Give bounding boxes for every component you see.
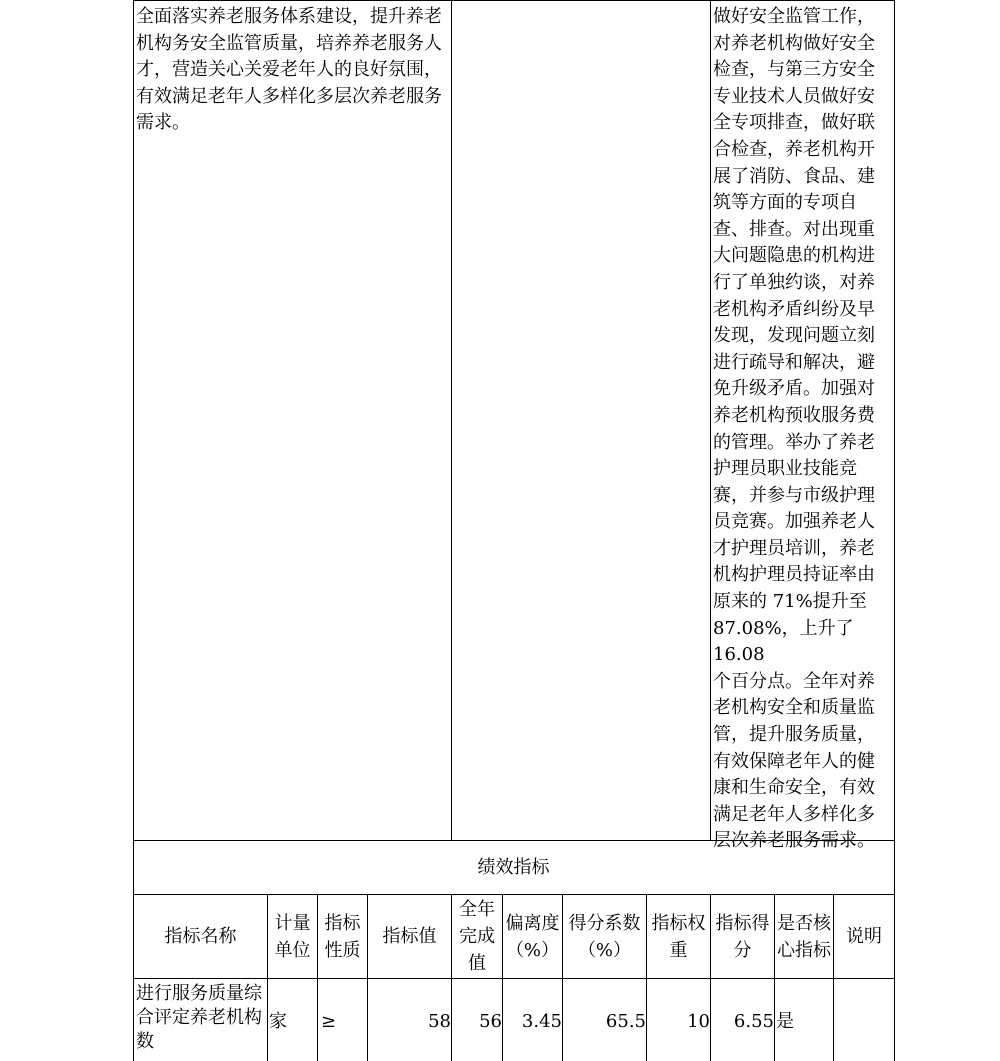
header-score: 指标得 分 (715, 912, 770, 961)
header-note: 说明 (846, 926, 882, 947)
cell-unit: 家 (269, 1011, 287, 1032)
header-value: 指标值 (382, 926, 437, 947)
cell-core: 是 (776, 1011, 794, 1032)
section-title: 绩效指标 (477, 857, 550, 878)
goal-description: 全面落实养老服务体系建设，提升养老 机构务安全监管质量，培养养老服务人 才，营造关心关爱老年人的良好氛围， 有效满足老年人多样化多层次养老服务 需求。 (136, 6, 442, 134)
top-divider-2 (710, 0, 711, 840)
top-divider-1 (451, 0, 452, 840)
cell-coefficient: 65.5 (605, 1011, 646, 1032)
header-nature: 指标 性质 (324, 912, 361, 961)
performance-table (133, 0, 895, 1061)
header-actual: 全年 完成 值 (459, 899, 495, 974)
header-weight: 指标权 重 (651, 912, 706, 961)
cell-actual: 56 (479, 1011, 502, 1032)
completion-description: 做好安全监管工作， 对养老机构做好安全 检查，与第三方安全 专业技术人员做好安 全专项排查，做好联 合检查，养老机构开 展了消防、食品、建 筑等方面的专项自 查、排查。对出现重 大问题隐患的机构进 行了单独约谈，对养 老机构矛盾纠纷及早 发现，发现问题立刻 进行疏导和解决，避 免升级矛盾。加强对 养老机构预收服务费 的管理。举办了养老 护理员职业技能竞 赛，并参与市级护理 员竞赛。加强养老人 才护理员培训，养老 机构护理员持证率由 原来的 71%提升至 87.08%，上升了 16.08 个百分点。全年对养 老机构安全和质量监 管，提升服务质量， 有效保障老年人的健 康和生命安全，有效 满足老年人多样化多 层次养老服务需求。 (713, 6, 875, 852)
header-indicator-name: 指标名称 (164, 926, 237, 947)
header-core: 是否核 心指标 (777, 912, 831, 961)
top-border (133, 0, 895, 1)
header-deviation: 偏离度 （%） (505, 912, 560, 961)
header-divider (133, 978, 895, 979)
header-unit: 计量 单位 (274, 912, 311, 961)
cell-deviation: 3.45 (521, 1011, 562, 1032)
cell-weight: 10 (687, 1011, 710, 1032)
header-coefficient: 得分系数 （%） (568, 912, 641, 961)
cell-value: 58 (428, 1011, 451, 1032)
cell-nature: ≥ (321, 1011, 337, 1032)
cell-score: 6.55 (733, 1011, 774, 1032)
table-border-right (894, 0, 895, 1061)
cell-indicator-name: 进行服务质量综 合评定养老机构 数 (136, 983, 262, 1052)
